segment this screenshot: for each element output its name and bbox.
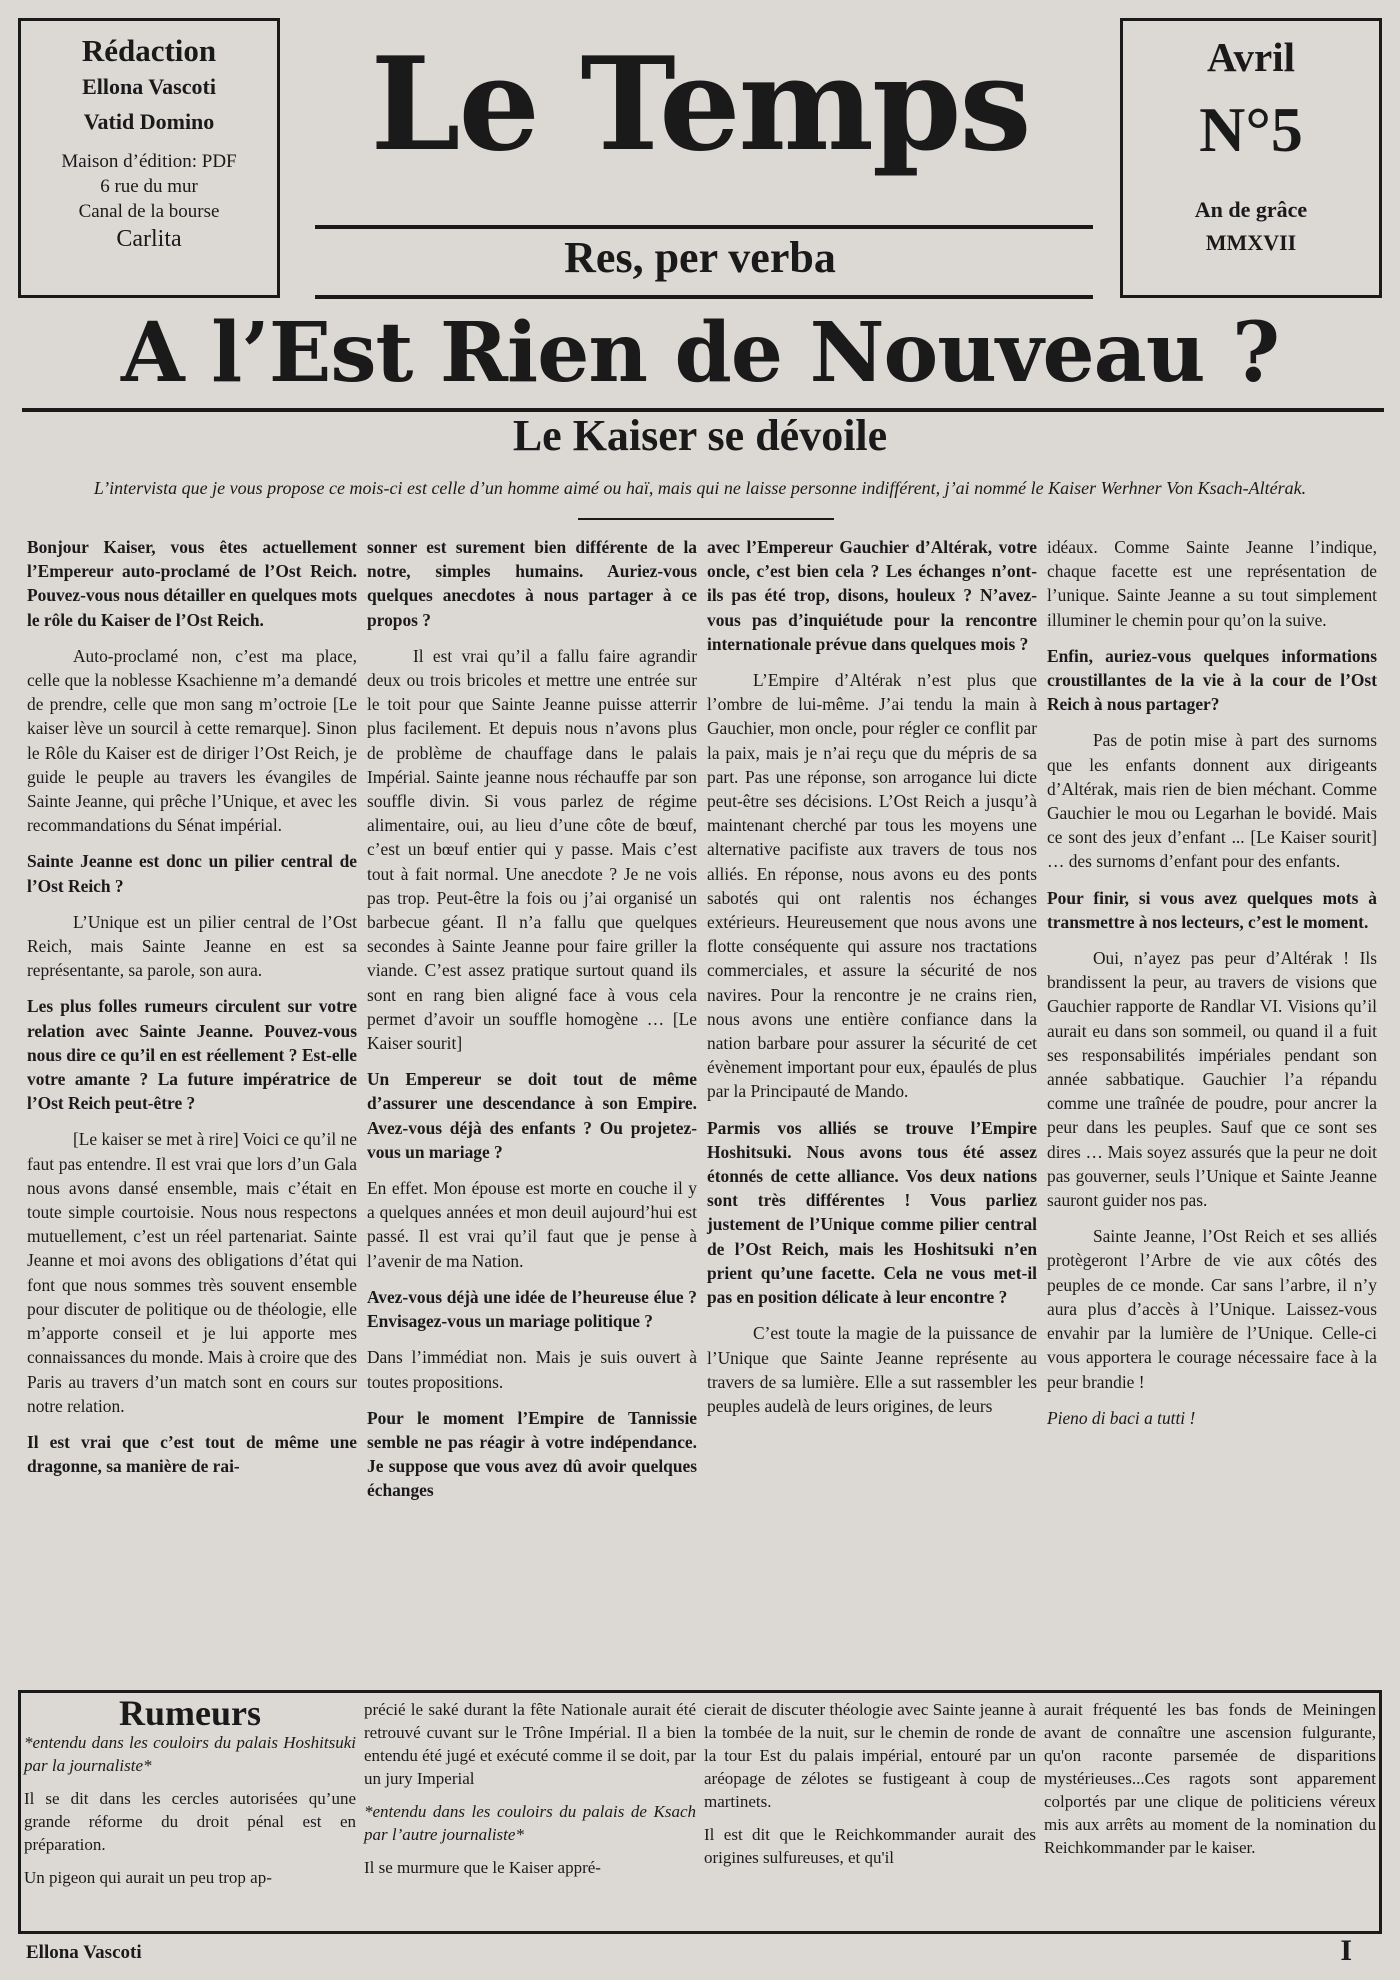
rumeurs-column-3 (704, 1698, 1036, 1879)
rumeur-text: Il se murmure que le Kaiser appré- (364, 1858, 601, 1877)
publisher-line: Maison d’édition: PDF (61, 151, 237, 172)
interview-answer: [Le kaiser se met à rire] Voici ce qu’il ne faut pas entendre. Il est vrai que lors d’un Gala nous avons dansé ensemble, mais c’était en toute simple courtoisie. Nous nous respectons mutuellement, c’est un réel partenariat. Sainte Jeanne et moi avons des obligations d’état qui font que nous sommes très souvent ensemble pour discuter de politique ou de théologie, elle m’apporte conseil et je lui apporte mes connaissances du monde. Mais à croire que des Paris au travers d’un match sont en cours sur notre relation. (27, 1129, 357, 1416)
rumeurs-title: Rumeurs (119, 1693, 261, 1733)
footer-author: Ellona Vascoti (26, 1942, 142, 1963)
editor-name: Vatid Domino (83, 109, 215, 134)
editor-name: Ellona Vascoti (82, 74, 216, 99)
rumeurs-column-1 (24, 1693, 356, 1899)
city-line: Carlita (116, 226, 182, 252)
interview-answer: Sainte Jeanne, l’Ost Reich et ses alliés protègeront l’Arbre de vie aux côtés des peuples de ce monde. Car sans l’arbre, il n’y aura plus d’accès à l’Unique. Laissez-vous envahir par la lumière de l’Unique. Celle-ci vous apportera le courage nécessaire face à la peur brandie ! (1047, 1226, 1377, 1392)
closing-line: Pieno di baci a tutti ! (1047, 1407, 1196, 1428)
interview-question: avec l’Empereur Gauchier d’Altérak, votre oncle, c’est bien cela ? Les échanges n’ont-ils pas été trop, disons, houleux ? N’avez-vous pas d’inquiétude pour la rencontre internationale prévue dans quelques mois ? (707, 537, 1037, 654)
address-line: Canal de la bourse (78, 201, 220, 222)
interview-question: Bonjour Kaiser, vous êtes actuellement l’Empereur auto-proclamé de l’Ost Reich. Pouvez-vous nous détailler en quelques mots le rôle du Kaiser de l’Ost Reich. (27, 537, 357, 630)
article-intro: L’intervista que je vous propose ce mois-ci est celle d’un homme aimé ou haï, mais qui ne laisse personne indifférent, j’ai nommé le Kaiser Werhner Von Ksach-Altérak. (93, 478, 1307, 498)
motto-rule (315, 295, 1093, 299)
article-column-1 (27, 535, 357, 1490)
rumeur-source: *entendu dans les couloirs du palais de Ksach par l’autre journaliste* (364, 1802, 696, 1844)
headline: A l’Est Rien de Nouveau ? (120, 305, 1280, 401)
interview-answer: Il est vrai qu’il a fallu faire agrandir deux ou trois bricoles et mettre une entrée sur le toit pour que Sainte Jeanne puisse atterrir plus facilement. Et depuis nous n’avons plus de problème de chauffage dans le palais Impérial. Sainte jeanne nous réchauffe par son souffle divin. Si vous parlez de régime alimentaire, oui, au lieu d’une côte de bœuf, c’est un bœuf entier qui y passe. Mais c’est tout à fait normal. Une anecdote ? Je ne vois pas trop. Peut-être la fois ou j’ai organisé un barbecue géant. Il n’a fallu que quelques secondes à Sainte Jeanne pour faire griller la viande. C’est assez pratique surtout quand ils sont en rang bien aligné face à vous cela permet d’avoir un souffle homogène … [Le Kaiser sourit] (367, 645, 697, 1054)
interview-answer: Pas de potin mise à part des surnoms que les enfants donnent aux dirigeants d’Altérak, mais rien de bien méchant. Comme Gauchier le mou ou Legarhan le bovidé. Mais ce sont des jeux d’enfant ... [Le Kaiser sourit] … des surnoms d’enfant pour des enfants. (1047, 730, 1377, 872)
interview-question: Pour finir, si vous avez quelques mots à transmettre à nos lecteurs, c’est le moment. (1047, 887, 1377, 932)
rumeur-text: aurait fréquenté les bas fonds de Meiningen avant de connaître une ascension fulgurante, qu'on raconte parsemée de disparitions mystérieuses...Ces ragots sont apparement colportés par une clique de politiciens véreux mis aux arrêts au moment de la nomination du Reichkommander par le kaiser. (1044, 1700, 1376, 1857)
interview-answer: idéaux. Comme Sainte Jeanne l’indique, chaque facette est une représentation de l’unique. Sainte Jeanne a su tout simplement illuminer le chemin pour qu’on la suive. (1047, 537, 1377, 630)
rumeur-source: *entendu dans les couloirs du palais Hoshitsuki par la journaliste* (24, 1733, 356, 1775)
interview-question: sonner est surement bien différente de la notre, simples humains. Auriez-vous quelques anecdotes à nous partager à ce propos ? (367, 537, 697, 630)
subheadline: Le Kaiser se dévoile (512, 411, 888, 460)
title-rule (315, 225, 1093, 229)
rumeur-text: Un pigeon qui aurait un peu trop ap- (24, 1868, 272, 1887)
intro-rule (578, 518, 834, 520)
interview-answer: Dans l’immédiat non. Mais je suis ouvert à toutes propositions. (367, 1347, 697, 1392)
issue-year: MMXVII (1205, 230, 1297, 255)
address-line: 6 rue du mur (100, 176, 198, 197)
rumeur-text: Il est dit que le Reichkommander aurait des origines sulfureuses, et qu'il (704, 1825, 1036, 1867)
newspaper-title: Le Temps (370, 30, 1030, 180)
interview-question: Sainte Jeanne est donc un pilier central de l’Ost Reich ? (27, 851, 357, 896)
issue-year-label: An de grâce (1194, 197, 1308, 222)
interview-question: Parmis vos alliés se trouve l’Empire Hoshitsuki. Nous avons tous été assez étonnés de cette alliance. Vos deux nations sont très différentes ! Vous parliez justement de l’Unique comme pilier central de l’Ost Reich, mais les Hoshitsuki n’en prient qu’une facette. Cela ne vous met-il pas en position délicate à leur encontre ? (707, 1117, 1037, 1308)
redaction-box (18, 18, 280, 298)
interview-question: Avez-vous déjà une idée de l’heureuse élue ? Envisagez-vous un mariage politique ? (367, 1286, 697, 1332)
interview-answer: Auto-proclamé non, c’est ma place, celle que la noblesse Ksachienne m’a demandé de prendre, celle que mon sang m’octroie [Le kaiser lève un sourcil à cette remarque]. Sinon le Rôle du Kaiser est de diriger l’Ost Reich, je guide le peuple au travers les évangiles de Sainte Jeanne, qui prêche l’Unique, et avec les recommandations du Sénat impérial. (27, 645, 357, 836)
interview-answer: L’Unique est un pilier central de l’Ost Reich, mais Sainte Jeanne en est sa représentante, sa parole, son aura. (27, 911, 357, 981)
article-column-3 (707, 535, 1037, 1430)
interview-answer: Oui, n’ayez pas peur d’Altérak ! Ils brandissent la peur, au travers de visions que Gauchier rapporte de Randlar VI. Visions qu’il aurait eu dans son sommeil, ou quand il a fuit ses responsabilités impériales pendant son année sabbatique. Gauchier l’a répandu comme une traînée de poudre, pour ancrer la peur dans les peuples. Sauf que ce sont ses dires … Mais soyez assurés que la peur ne doit pas gouverner, seuls l’Unique et Sainte Jeanne sauront guider nos pas. (1047, 948, 1377, 1211)
interview-question: Enfin, auriez-vous quelques informations croustillantes de la vie à la cour de l’Ost Reich à nous partager? (1047, 645, 1377, 715)
issue-month: Avril (1206, 34, 1296, 80)
interview-question: Il est vrai que c’est tout de même une dragonne, sa manière de rai- (27, 1431, 357, 1477)
rumeur-text: précié le saké durant la fête Nationale aurait été retrouvé cuvant sur le Trône Impérial. Il a bien entendu été jugé et exécuté comme il se doit, par un jury Imperial (364, 1700, 696, 1788)
page-number: I (1340, 1934, 1352, 1967)
rumeur-text: cierait de discuter théologie avec Sainte jeanne à la tombée de la nuit, sur le chemin de ronde de la tour Est du palais impérial, entouré par un aréopage de zélotes se fustigeant à coup de martinets. (704, 1700, 1036, 1811)
interview-answer: En effet. Mon épouse est morte en couche il y a quelques années et mon deuil aujourd’hui est passé. Il est vrai qu’il faut que je pense à l’avenir de ma Nation. (367, 1178, 697, 1271)
interview-question: Les plus folles rumeurs circulent sur votre relation avec Sainte Jeanne. Pouvez-vous nous dire ce qu’il en est réellement ? Est-elle votre amante ? La future impératrice de l’Ost Reich peut-être ? (27, 996, 357, 1114)
article-column-4 (1047, 535, 1377, 1442)
rumeur-text: Il se dit dans les cercles autorisées qu’une grande réforme du droit pénal est en préparation. (24, 1789, 356, 1854)
rumeurs-column-2 (364, 1698, 696, 1889)
newspaper-motto: Res, per verba (564, 233, 836, 282)
redaction-title: Rédaction (81, 33, 217, 68)
interview-question: Pour le moment l’Empire de Tannissie semble ne pas réagir à votre indépendance. Je suppose que vous avez dû avoir quelques échanges (367, 1407, 697, 1501)
interview-answer: L’Empire d’Altérak n’est plus que l’ombre de lui-même. J’ai tendu la main à Gauchier, mon oncle, pour régler ce conflit par la paix, mais je n’ai reçu que du mépris de sa part. Pas une réponse, son arrogance lui dicte peut-être ses décisions. L’Ost Reich a jusqu’à maintenant cherché par tous les moyens une alternative pacifiste aux travers de tous nos alliés. En réponse, nous avons eu des ponts sabotés qui ont ralentis nos échanges extérieurs. Heureusement que nous avons une flotte conséquente qui assure nos tractations commerciales, et assure la sécurité de nos navires. Pour la rencontre je ne crains rien, nous avons une entière confiance dans la nation barbare pour assurer la sécurité de cet évènement important pour eux, épaulés de plus par la Principauté de Mando. (707, 670, 1037, 1102)
rumeurs-column-4 (1044, 1698, 1376, 1869)
interview-question: Un Empereur se doit tout de même d’assurer une descendance à son Empire. Avez-vous déjà des enfants ? Ou projetez-vous un mariage ? (367, 1069, 697, 1162)
interview-answer: C’est toute la magie de la puissance de l’Unique que Sainte Jeanne représente au travers de sa lumière. Elle a sut rassembler les peuples audelà de leurs origines, de leurs (707, 1323, 1037, 1416)
issue-number: N°5 (1199, 94, 1303, 165)
issue-box (1120, 18, 1382, 298)
article-column-2 (367, 535, 697, 1515)
